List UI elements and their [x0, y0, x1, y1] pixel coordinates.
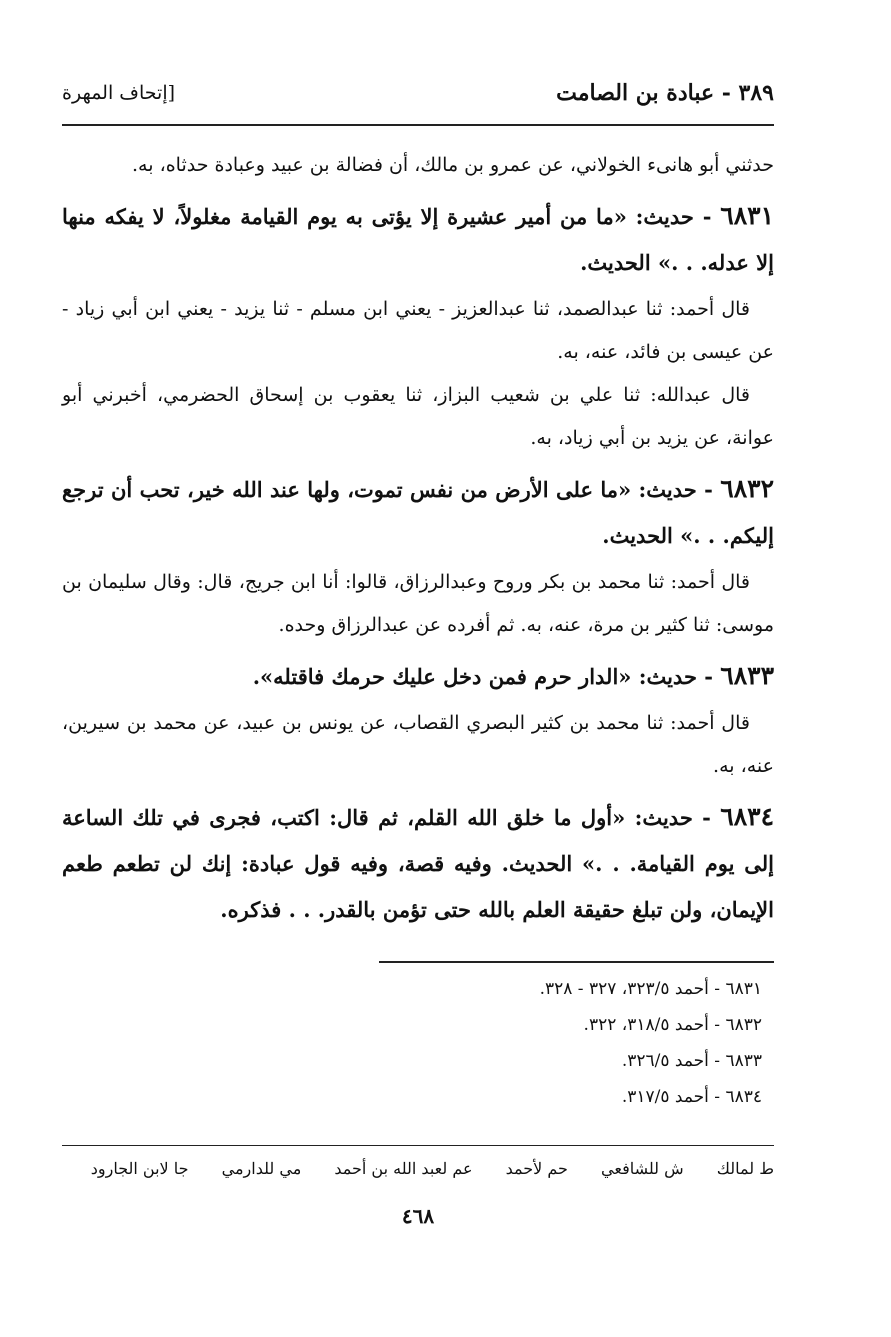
legend-item: عم لعبد الله بن أحمد: [334, 1159, 473, 1178]
hadith-entry: [62, 653, 774, 700]
hadith-text: - حديث: «الدار حرم فمن دخل عليك حرمك فاقتله».: [252, 664, 713, 689]
book-page: [62, 70, 774, 1228]
main-text: [62, 144, 774, 933]
legend-item: ش للشافعي: [601, 1159, 684, 1178]
text-paragraph: قال عبدالله: ثنا علي بن شعيب البزاز، ثنا يعقوب بن إسحاق الحضرمي، أخبرني أبو عوانة، عن يزيد بن أبي زياد، به.: [62, 384, 774, 449]
legend-divider: [62, 1145, 774, 1146]
page-number: ٤٦٨: [401, 1204, 435, 1228]
footnote-item: ٦٨٣٣ - أحمد ٣٢٦/٥.: [621, 1051, 762, 1071]
hadith-number: ٦٨٣٣: [720, 661, 774, 690]
text-paragraph: حدثني أبو هانىء الخولاني، عن عمرو بن مالك، أن فضالة بن عبيد وعبادة حدثاه، به.: [132, 154, 774, 176]
hadith-entry: [62, 193, 774, 286]
hadith-number: ٦٨٣١: [720, 201, 774, 230]
hadith-text: - حديث: «ما على الأرض من نفس تموت، ولها عند الله خير، تحب أن ترجع إليكم. . .» الحديث.: [62, 477, 774, 548]
hadith-text: - حديث: «ما من أمير عشيرة إلا يؤتى به يوم القيامة مغلولاً، لا يفكه منها إلا عدله. . .» الحديث.: [62, 204, 774, 275]
book-title: [إتحاف المهرة: [62, 82, 176, 104]
legend-item: مي للدارمي: [221, 1159, 302, 1178]
legend-item: جا لابن الجارود: [90, 1159, 189, 1178]
legend-item: حم لأحمد: [505, 1159, 568, 1178]
abbreviation-legend: [62, 1152, 774, 1186]
chapter-title: ٣٨٩ - عبادة بن الصامت: [556, 80, 774, 106]
hadith-text: - حديث: «أول ما خلق الله القلم، ثم قال: اكتب، فجرى في تلك الساعة إلى يوم القيامة. . .» الحديث. وفيه قصة، وفيه قول عبادة: إنك لن تطعم طعم الإيمان، ولن تبلغ حقيقة العلم بالله حتى تؤمن بالقدر. . . فذكره.: [62, 805, 774, 922]
text-paragraph: قال أحمد: ثنا محمد بن بكر وروح وعبدالرزاق، قالوا: أنا ابن جريج، قال: وقال سليمان بن موسى: ثنا كثير بن مرة، عنه، به. ثم أفرده عن عبدالرزاق وحده.: [62, 571, 774, 636]
hadith-number: ٦٨٣٢: [720, 474, 775, 503]
text-paragraph: قال أحمد: ثنا عبدالصمد، ثنا عبدالعزيز - يعني ابن مسلم - ثنا يزيد - يعني ابن أبي زياد - عن عيسى بن فائد، عنه، به.: [62, 298, 774, 363]
page-header: [62, 70, 774, 118]
legend-item: ط لمالك: [716, 1159, 774, 1178]
footnote-item: ٦٨٣٤ - أحمد ٣١٧/٥.: [621, 1087, 762, 1107]
header-divider: [62, 124, 774, 126]
footnote-list: [62, 971, 774, 1115]
hadith-entry: [62, 466, 774, 559]
footnote-divider: [379, 961, 774, 963]
hadith-entry: [62, 794, 774, 933]
footnote-item: ٦٨٣١ - أحمد ٣٢٣/٥، ٣٢٧ - ٣٢٨.: [539, 979, 762, 999]
hadith-number: ٦٨٣٤: [720, 802, 774, 831]
text-paragraph: قال أحمد: ثنا محمد بن كثير البصري القصاب، عن يونس بن عبيد، عن محمد بن سيرين، عنه، به.: [62, 712, 774, 777]
footnote-item: ٦٨٣٢ - أحمد ٣١٨/٥، ٣٢٢.: [583, 1015, 762, 1035]
